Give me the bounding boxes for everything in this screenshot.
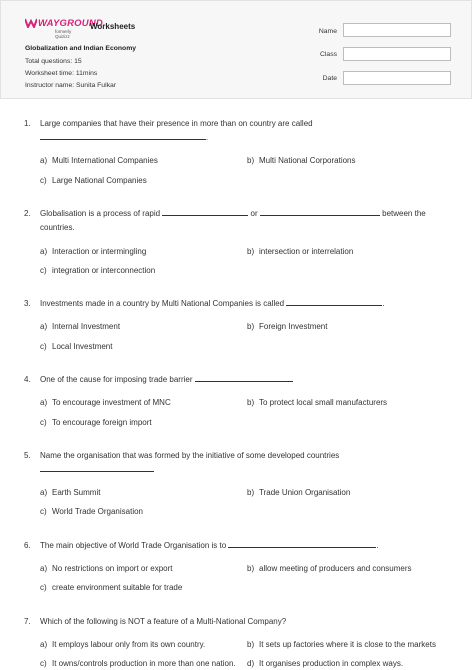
option-a[interactable]: [40, 247, 146, 256]
option-letter: a): [40, 398, 48, 407]
option-text: It organises production in complex ways.: [259, 659, 404, 668]
answer-blank: [286, 297, 385, 308]
date-label: Date: [322, 75, 337, 82]
option-b[interactable]: [247, 640, 436, 649]
option-c[interactable]: [40, 176, 147, 185]
question-number: 1.: [24, 119, 31, 128]
question-text: [40, 615, 440, 629]
option-letter: b): [247, 488, 255, 497]
option-b[interactable]: [247, 247, 353, 256]
answer-blank: [40, 131, 209, 142]
option-c[interactable]: [40, 659, 236, 668]
option-letter: a): [40, 322, 48, 331]
class-label: Class: [320, 51, 337, 58]
option-letter: c): [40, 342, 47, 351]
question-text-part: Large companies that have their presence in more than on country are called: [40, 119, 313, 128]
option-d[interactable]: [247, 659, 403, 668]
worksheet-title: Globalization and Indian Economy: [25, 45, 137, 52]
option-letter: c): [40, 176, 47, 185]
option-c[interactable]: [40, 342, 112, 351]
option-a[interactable]: [40, 322, 120, 331]
option-text: Large National Companies: [52, 176, 147, 185]
answer-blank: [162, 207, 248, 216]
option-letter: b): [247, 398, 255, 407]
option-c[interactable]: [40, 418, 152, 427]
option-letter: b): [247, 322, 255, 331]
question-text-part: Investments made in a country by Multi National Companies is called: [40, 299, 285, 308]
option-text: Earth Summit: [52, 488, 101, 497]
option-text: Interaction or intermingling: [52, 247, 147, 256]
question-text-part: Name the organisation that was formed by the initiative of some developed countries: [40, 451, 340, 460]
option-text: It sets up factories where it is close to the markets: [259, 640, 436, 649]
question-text: [40, 117, 440, 144]
option-letter: c): [40, 418, 47, 427]
date-field[interactable]: [343, 71, 451, 85]
option-letter: b): [247, 564, 255, 573]
question-number: 7.: [24, 617, 31, 626]
option-b[interactable]: [247, 322, 327, 331]
option-text: It owns/controls production in more than one nation.: [52, 659, 236, 668]
worksheet-time: Worksheet time: 11mins: [25, 70, 98, 77]
option-b[interactable]: [247, 564, 412, 573]
option-letter: c): [40, 659, 47, 668]
total-questions: Total questions: 15: [25, 58, 82, 65]
option-letter: c): [40, 507, 47, 516]
option-letter: d): [247, 659, 255, 668]
option-letter: c): [40, 266, 47, 275]
class-field[interactable]: [343, 47, 451, 61]
logo-subtext: formerly Quizizz: [55, 29, 72, 39]
option-text: Multi National Corporations: [259, 156, 356, 165]
worksheets-label: Worksheets: [90, 22, 136, 31]
question-text: [40, 207, 440, 234]
option-letter: a): [40, 156, 48, 165]
logo-text: WAYGROUND: [38, 18, 103, 29]
option-b[interactable]: [247, 398, 387, 407]
option-text: Multi International Companies: [52, 156, 158, 165]
option-a[interactable]: [40, 488, 100, 497]
option-letter: c): [40, 583, 47, 592]
option-c[interactable]: [40, 507, 143, 516]
question-text-part: or: [250, 209, 258, 218]
option-text: It employs labour only from its own country.: [52, 640, 206, 649]
question-text-part: Globalisation is a process of rapid: [40, 209, 161, 218]
question-text-part: One of the cause for imposing trade barrier: [40, 375, 193, 384]
option-letter: a): [40, 247, 48, 256]
wayground-mark-icon: [25, 18, 37, 28]
option-text: create environment suitable for trade: [52, 583, 183, 592]
option-a[interactable]: [40, 156, 158, 165]
option-letter: b): [247, 247, 255, 256]
name-label: Name: [318, 28, 337, 35]
question-number: 3.: [24, 299, 31, 308]
wayground-logo: [25, 15, 103, 39]
option-a[interactable]: [40, 564, 173, 573]
question-text-part: Which of the following is NOT a feature of a Multi-National Company?: [40, 617, 287, 626]
question-number: 5.: [24, 451, 31, 460]
option-text: Internal Investment: [52, 322, 121, 331]
option-text: To protect local small manufacturers: [259, 398, 388, 407]
option-text: Local Investment: [52, 342, 113, 351]
option-b[interactable]: [247, 488, 350, 497]
question-text: [40, 373, 440, 387]
option-c[interactable]: [40, 583, 182, 592]
option-text: intersection or interrelation: [259, 247, 354, 256]
option-letter: a): [40, 564, 48, 573]
name-field[interactable]: [343, 23, 451, 37]
question-text-part: The main objective of World Trade Organisation is to: [40, 541, 227, 550]
instructor-name: Instructor name: Sunita Fulkar: [25, 82, 117, 89]
answer-blank: [195, 373, 293, 382]
question-text: [40, 449, 440, 476]
question-number: 4.: [24, 375, 31, 384]
option-text: allow meeting of producers and consumers: [259, 564, 412, 573]
question-text: [40, 297, 440, 311]
option-text: No restrictions on import or export: [52, 564, 173, 573]
option-text: To encourage foreign import: [52, 418, 152, 427]
option-c[interactable]: [40, 266, 155, 275]
answer-blank: [260, 207, 380, 216]
question-text-part: .: [206, 132, 209, 142]
worksheet-header: [0, 0, 472, 99]
option-a[interactable]: [40, 398, 171, 407]
option-b[interactable]: [247, 156, 356, 165]
option-text: To encourage investment of MNC: [52, 398, 171, 407]
option-letter: a): [40, 488, 48, 497]
option-a[interactable]: [40, 640, 205, 649]
question-text-part: .: [382, 299, 385, 308]
answer-blank: [40, 463, 154, 472]
question-text-part: between the countries.: [40, 209, 426, 232]
option-letter: b): [247, 156, 255, 165]
question-number: 6.: [24, 541, 31, 550]
question-text-part: .: [376, 541, 379, 550]
option-text: integration or interconnection: [52, 266, 156, 275]
option-text: Trade Union Organisation: [259, 488, 351, 497]
option-letter: a): [40, 640, 48, 649]
question-number: 2.: [24, 209, 31, 218]
option-letter: b): [247, 640, 255, 649]
answer-blank: [228, 539, 379, 550]
question-text: [40, 539, 440, 553]
option-text: Foreign Investment: [259, 322, 328, 331]
option-text: World Trade Organisation: [52, 507, 144, 516]
